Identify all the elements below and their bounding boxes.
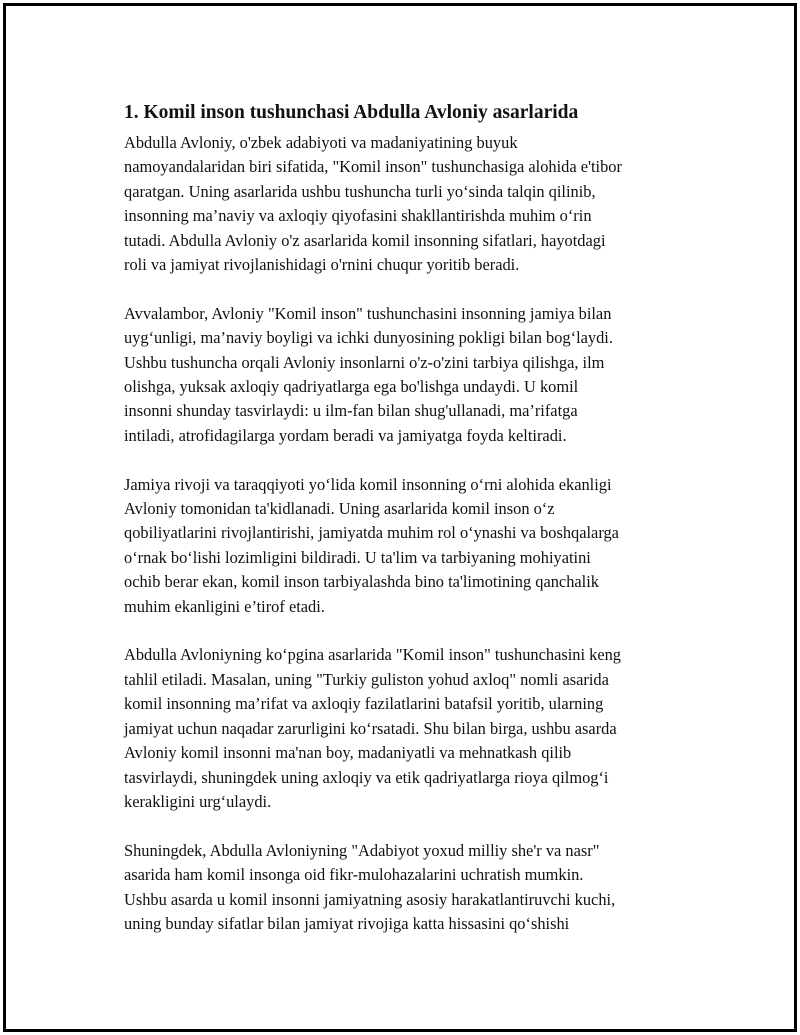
section-heading: 1. Komil inson tushunchasi Abdulla Avloniy asarlarida [124, 102, 579, 123]
text-line: tahlil etiladi. Masalan, uning "Turkiy guliston yohud axloq" nomli asarida [124, 669, 609, 689]
paragraph [124, 302, 691, 448]
text-line: Shuningdek, Abdulla Avloniyning "Adabiyot yoxud milliy she'r va nasr" [124, 840, 600, 860]
text-line: komil insonning ma’rifat va axloqiy fazilatlarini batafsil yoritib, ularning [124, 694, 604, 714]
text-line: roli va jamiyat rivojlanishidagi o'rnini chuqur yoritib beradi. [124, 255, 520, 275]
text-line: insonning ma’naviy va axloqiy qiyofasini shakllantirishda muhim o‘rin [124, 206, 592, 226]
text-line: Jamiya rivoji va taraqqiyoti yo‘lida komil insonning o‘rni alohida ekanligi [124, 474, 612, 494]
document-body [121, 100, 691, 961]
text-line: tutadi. Abdulla Avloniy o'z asarlarida komil insonning sifatlari, hayotdagi [124, 230, 606, 250]
text-line: asarida ham komil insonga oid fikr-mulohazalarini uchratish mumkin. [124, 865, 584, 885]
text-line: ochib berar ekan, komil inson tarbiyalashda bino ta'limotining qanchalik [124, 572, 599, 592]
text-line: Abdulla Avloniyning ko‘pgina asarlarida "Komil inson" tushunchasini keng [124, 645, 621, 665]
paragraph [124, 473, 691, 619]
page-frame [3, 3, 797, 1032]
text-line: namoyandalaridan biri sifatida, "Komil inson" tushunchasiga alohida e'tibor [124, 157, 622, 177]
text-line: intiladi, atrofidagilarga yordam beradi va jamiyatga foyda keltiradi. [124, 425, 567, 445]
text-line: Ushbu asarda u komil insonni jamiyatning asosiy harakatlantiruvchi kuchi, [124, 889, 616, 909]
text-line: tasvirlaydi, shuningdek uning axloqiy va etik qadriyatlarga rioya qilmog‘i [124, 767, 609, 787]
text-line: Ushbu tushuncha orqali Avloniy insonlarni o'z-o'zini tarbiya qilishga, ilm [124, 352, 605, 372]
text-line: insonni shunday tasvirlaydi: u ilm-fan bilan shug'ullanadi, ma’rifatga [124, 401, 578, 421]
text-line: olishga, yuksak axloqiy qadriyatlarga ega bo'lishga undaydi. U komil [124, 377, 579, 397]
text-line: Abdulla Avloniy, o'zbek adabiyoti va madaniyatining buyuk [124, 133, 518, 152]
text-line: Avvalambor, Avloniy "Komil inson" tushunchasini insonning jamiya bilan [124, 303, 612, 323]
text-line: kerakligini urg‘ulaydi. [124, 791, 272, 811]
text-line: muhim ekanligini e’tirof etadi. [124, 596, 325, 616]
paragraph [124, 643, 691, 814]
paragraph [124, 131, 691, 277]
text-line: uyg‘unligi, ma’naviy boyligi va ichki dunyosining pokligi bilan bog‘laydi. [124, 328, 613, 348]
text-line: jamiyat uchun naqadar zarurligini ko‘rsatadi. Shu bilan birga, ushbu asarda [124, 718, 617, 738]
text-line: Avloniy komil insonni ma'nan boy, madaniyatli va mehnatkash qilib [124, 743, 572, 763]
paragraph-container [121, 131, 691, 936]
text-line: qobiliyatlarini rivojlantirishi, jamiyatda muhim rol o‘ynashi va boshqalarga [124, 523, 619, 543]
text-line: qaratgan. Uning asarlarida ushbu tushuncha turli yo‘sinda talqin qilinib, [124, 181, 596, 201]
text-line: Avloniy tomonidan ta'kidlanadi. Uning asarlarida komil inson o‘z [124, 499, 555, 519]
text-line: o‘rnak bo‘lishi lozimligini bildiradi. U ta'lim va tarbiyaning mohiyatini [124, 547, 591, 567]
paragraph [124, 839, 691, 937]
text-line: uning bunday sifatlar bilan jamiyat rivojiga katta hissasini qo‘shishi [124, 913, 570, 933]
